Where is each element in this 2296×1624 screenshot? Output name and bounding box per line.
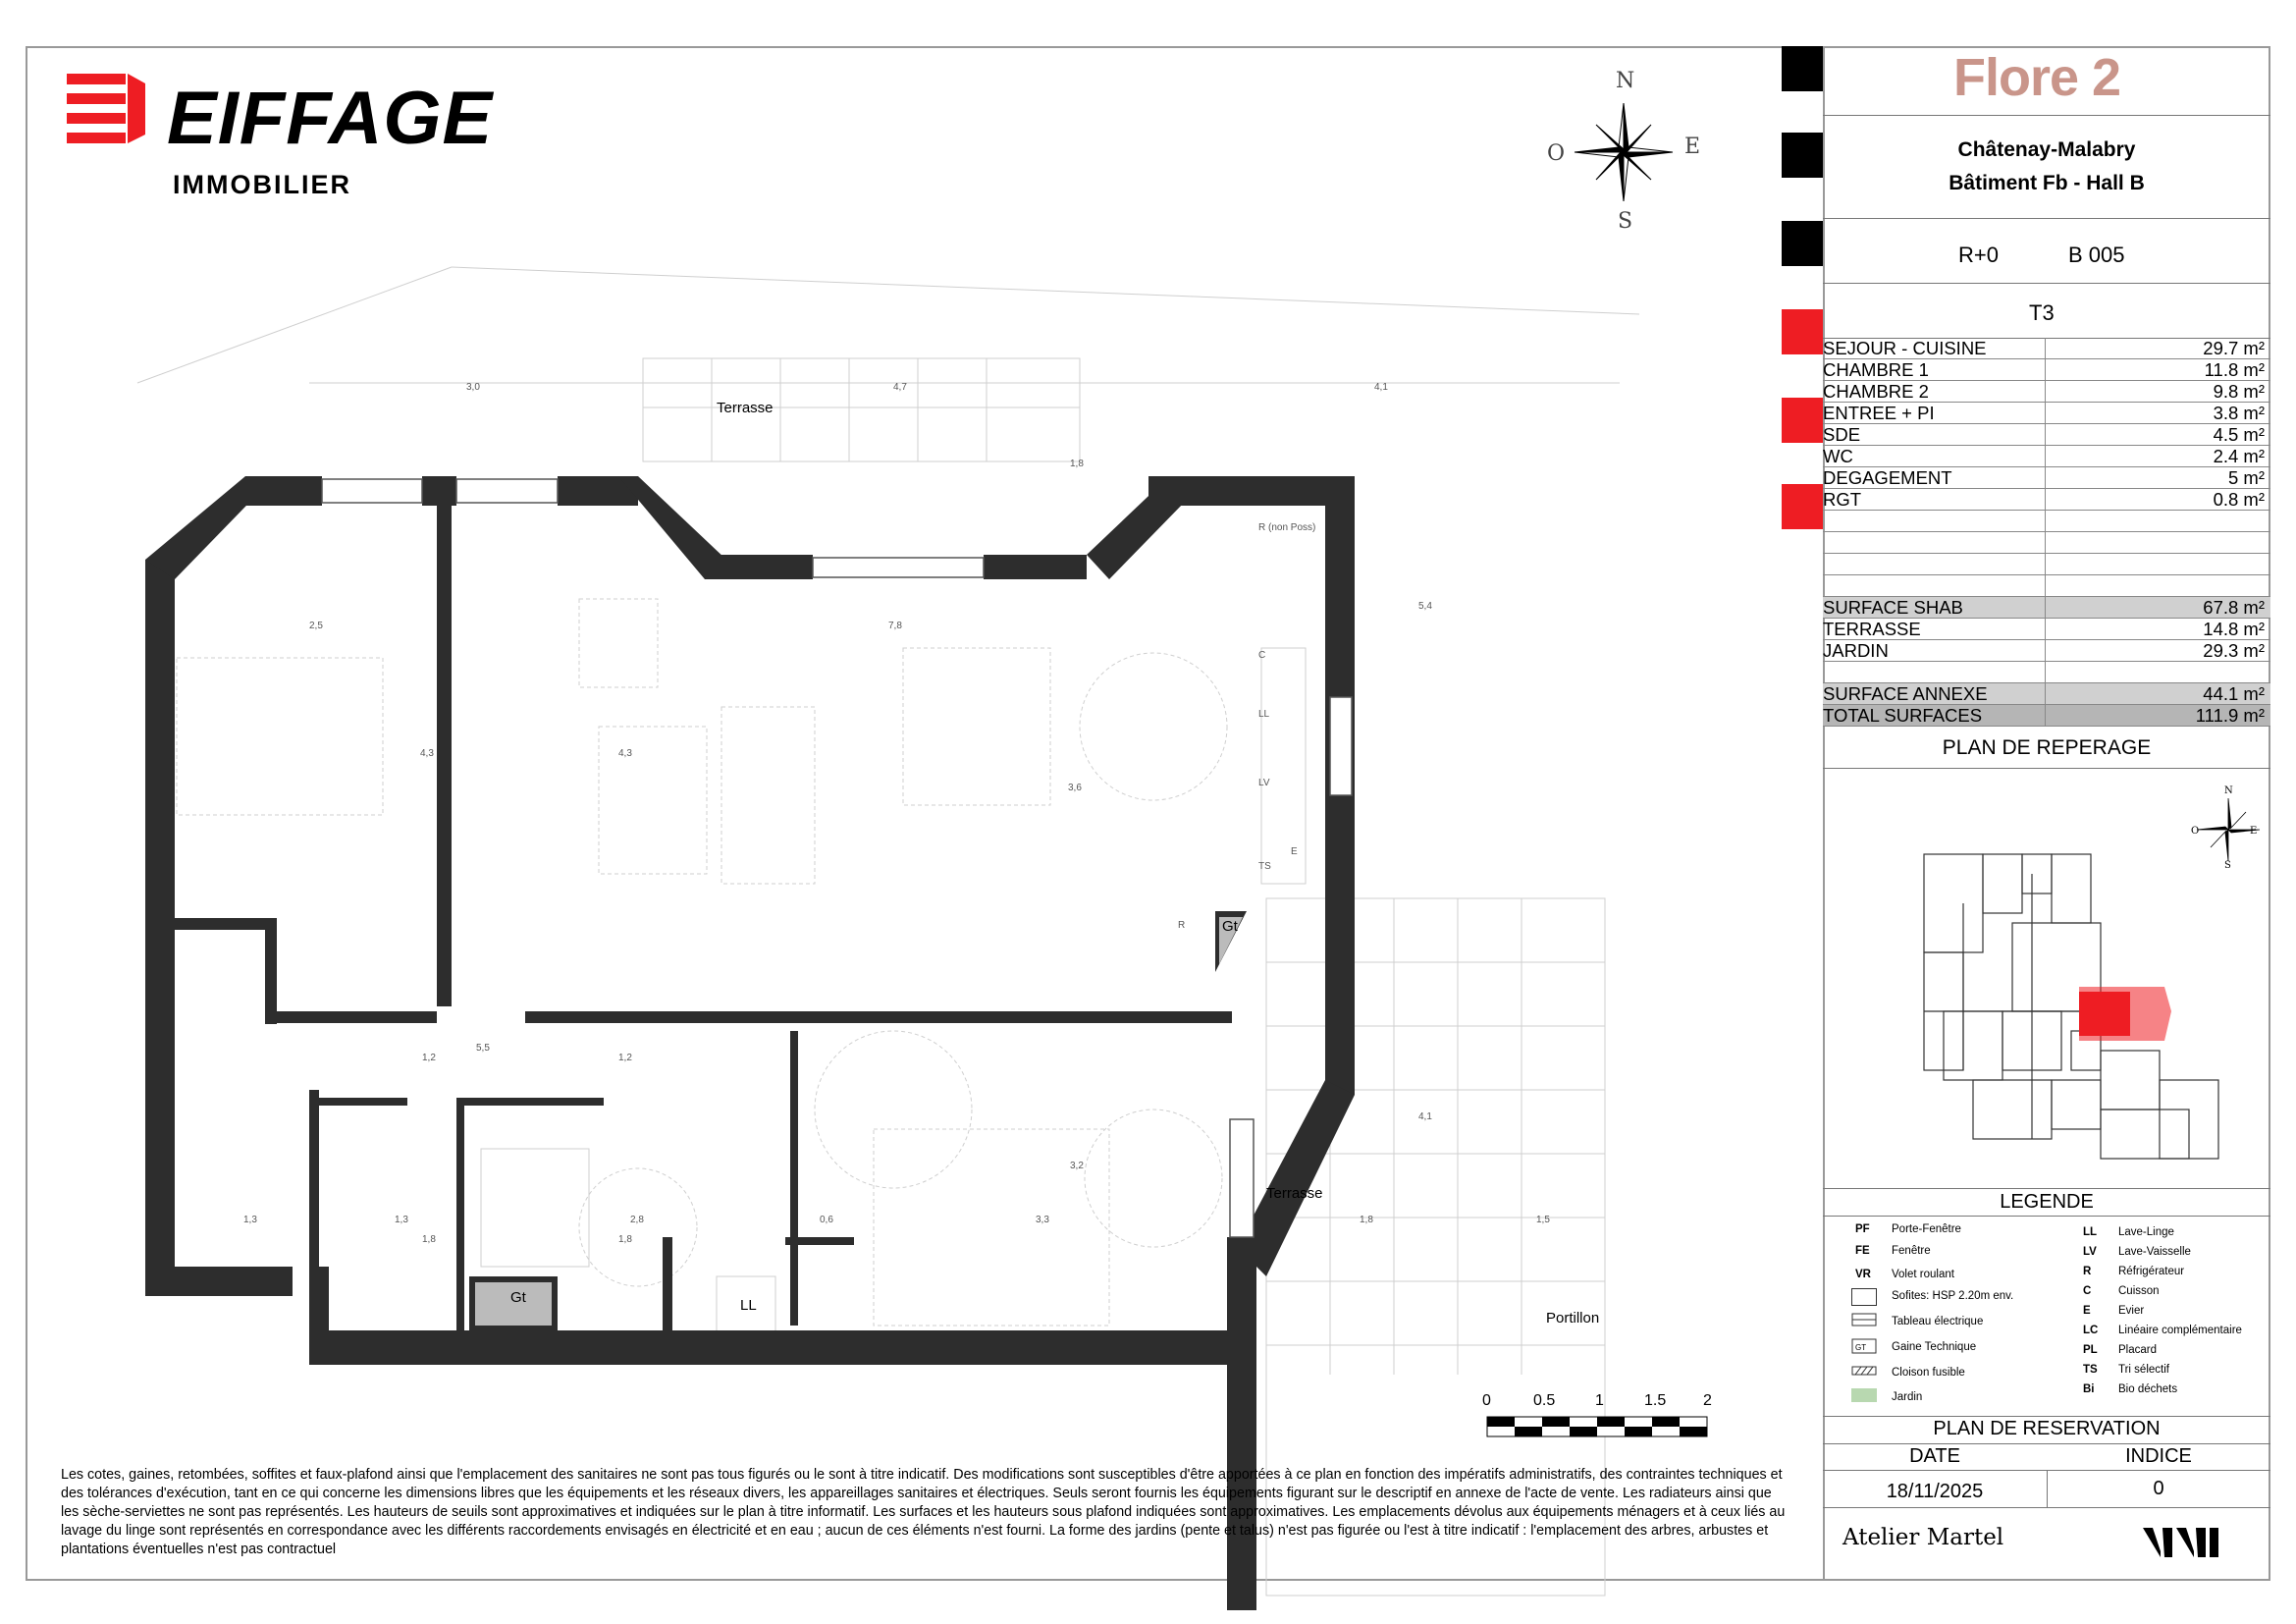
room-row: SDE 4.5 m² — [1823, 424, 2270, 446]
dim-14: 4,1 — [1418, 1111, 1432, 1122]
tab-marker-red — [1782, 398, 1823, 443]
legend-code: VR — [1855, 1269, 1871, 1280]
compass-e: E — [1684, 135, 1701, 159]
gt-label-1: Gt — [1222, 918, 1238, 935]
legend-code: Bi — [2083, 1383, 2095, 1395]
equip-lv: LV — [1258, 778, 1270, 788]
dim-10: 3,6 — [1068, 783, 1082, 793]
dim-19: 0,6 — [820, 1215, 833, 1225]
divider — [1823, 115, 2270, 116]
legend-label: Lave-Vaisselle — [2118, 1246, 2191, 1258]
dim-12: 1,2 — [422, 1053, 436, 1063]
empty-row — [1823, 511, 2270, 532]
city: Châtenay-Malabry — [1957, 138, 2136, 161]
dim-13: 1,2 — [618, 1053, 632, 1063]
date-value: 18/11/2025 — [1886, 1481, 1984, 1502]
compass-o: O — [1547, 141, 1566, 166]
legend-label: Porte-Fenêtre — [1892, 1223, 1961, 1235]
dim-20: 3,3 — [1036, 1215, 1049, 1225]
compass-rose-icon — [1561, 79, 1679, 226]
dim-16: 1,3 — [243, 1215, 257, 1225]
legend-label: Tri sélectif — [2118, 1364, 2169, 1376]
tab-marker — [1782, 133, 1823, 178]
divider — [1823, 1216, 2270, 1217]
equip-ll: LL — [1258, 709, 1270, 720]
architect-logo-icon — [2143, 1526, 2221, 1559]
legend-label: Evier — [2118, 1305, 2145, 1317]
brand-sub: IMMOBILIER — [173, 170, 351, 199]
reservation-title: PLAN DE RESERVATION — [1933, 1418, 2161, 1439]
room-terrasse-top: Terrasse — [717, 400, 774, 416]
equip-c: C — [1258, 650, 1266, 661]
dim-7: 7,8 — [888, 621, 902, 631]
gt-label-2: Gt — [510, 1289, 526, 1306]
legend-label: Linéaire complémentaire — [2118, 1325, 2242, 1336]
dim-23: 1,8 — [422, 1234, 436, 1245]
divider — [1823, 1416, 2270, 1417]
tab-marker-red — [1782, 484, 1823, 529]
svg-text:O: O — [2191, 826, 2200, 837]
dim-22: 1,5 — [1536, 1215, 1550, 1225]
scale-label-1: 1 — [1595, 1392, 1604, 1409]
scale-label-2: 2 — [1703, 1392, 1712, 1409]
apartment-type: T3 — [2029, 300, 2055, 325]
lot-number: B 005 — [2068, 243, 2125, 267]
legend-title: LEGENDE — [2000, 1191, 2094, 1213]
legend-code: PF — [1855, 1223, 1870, 1235]
equip-e: E — [1291, 846, 1298, 857]
scale-label-15: 1.5 — [1644, 1392, 1667, 1409]
legend-label: Cloison fusible — [1892, 1367, 1965, 1379]
room-row: ENTREE + PI 3.8 m² — [1823, 403, 2270, 424]
compass-n: N — [1616, 69, 1635, 93]
dim-24: 1,8 — [618, 1234, 632, 1245]
legend-label: Jardin — [1892, 1391, 1923, 1403]
scale-label-05: 0.5 — [1533, 1392, 1556, 1409]
dim-11: 5,5 — [476, 1043, 490, 1054]
empty-row — [1823, 554, 2270, 575]
scale-label-0: 0 — [1482, 1392, 1491, 1409]
legend-code: PL — [2083, 1344, 2098, 1356]
dim-18: 2,8 — [630, 1215, 644, 1225]
tab-marker — [1782, 221, 1823, 266]
legend-label: Fenêtre — [1892, 1245, 1931, 1257]
jardin-swatch-icon — [1851, 1388, 1877, 1402]
dim-6: 2,5 — [309, 621, 323, 631]
indice-label: INDICE — [2125, 1445, 2192, 1467]
legend-label: Tableau électrique — [1892, 1316, 1984, 1327]
svg-text:S: S — [2224, 860, 2231, 871]
svg-text:E: E — [2250, 826, 2258, 837]
equip-r-top: R (non Poss) — [1258, 522, 1316, 533]
legend-label: Placard — [2118, 1344, 2157, 1356]
eiffage-logo-icon — [67, 74, 145, 152]
architect-name: Atelier Martel — [1842, 1525, 2004, 1550]
legend-code: LL — [2083, 1226, 2098, 1238]
disclaimer-notes: Les cotes, gaines, retombées, soffites et faux-plafond ainsi que l'emplacement des sanitaires ne sont pas tous figurés ou le sont à titre indicatif. Des modifications sont susceptibles d'être apportées à ce plan en fonction des impératifs administratifs, des contraintes techniques et des tolérances d'exécution, tant en ce qui concerne les dimensions libres que les équipements et les réseaux divers, les appareillages sanitaires et électriques. Seuls seront fournis les équipements figurant sur le descriptif en annexe de l'acte de vente. Les radiateurs ainsi que les sèche-serviettes ne sont pas représentés. Les hauteurs de seuils sont approximatives et indiquées sur le plan à titre informatif. Les surfaces et les hauteurs sous plafond indiquées sont approximatives. Les emplacements dévolus aux équipements ménagers et à ceux liés au lavage du linge sont représentés en correspondance avec les différents raccordements envisagés en électricité et en eau ; aucun de ces éléments n'est fourni. La forme des jardins (pente et talus) n'est pas figurée ou l'est à titre indicatif : l'emplacement des arbres, arbustes et plantations éventuelles n'est pas contractuel — [61, 1467, 1786, 1557]
dim-4: 1,8 — [1070, 459, 1084, 469]
svg-text:N: N — [2224, 785, 2233, 796]
divider — [1823, 1443, 2270, 1444]
room-row: WC 2.4 m² — [1823, 446, 2270, 467]
legend-code: TS — [2083, 1364, 2098, 1376]
cloison-fusible-icon — [1851, 1365, 1879, 1379]
dim-21: 1,8 — [1360, 1215, 1373, 1225]
legend-label: Lave-Linge — [2118, 1226, 2174, 1238]
soffite-icon — [1851, 1288, 1877, 1306]
divider — [1823, 1188, 2270, 1189]
room-ll: LL — [740, 1297, 757, 1314]
surface-annexe-row: SURFACE ANNEXE 44.1 m² — [1823, 683, 2270, 705]
legend-label: Sofites: HSP 2.20m env. — [1892, 1290, 2014, 1302]
room-row: RGT 0.8 m² — [1823, 489, 2270, 511]
tab-marker — [1782, 46, 1823, 91]
svg-text:GT: GT — [1855, 1343, 1867, 1352]
legend-code: LC — [2083, 1325, 2099, 1336]
legend-label: Cuisson — [2118, 1285, 2160, 1297]
dim-8: 4,3 — [420, 748, 434, 759]
divider — [1823, 768, 2270, 769]
building: Bâtiment Fb - Hall B — [1949, 172, 2145, 194]
total-row: TOTAL SURFACES 111.9 m² — [1823, 705, 2270, 727]
level: R+0 — [1958, 243, 1999, 267]
room-portillon: Portillon — [1546, 1310, 1600, 1326]
dim-15: 3,2 — [1070, 1161, 1084, 1171]
electric-panel-icon — [1851, 1312, 1879, 1329]
legend-label: Réfrigérateur — [2118, 1266, 2185, 1277]
legend-label: Gaine Technique — [1892, 1341, 1977, 1353]
divider — [1823, 283, 2270, 284]
room-row: SEJOUR - CUISINE 29.7 m² — [1823, 338, 2270, 359]
floor-plan — [137, 255, 1600, 1375]
empty-row — [1823, 575, 2270, 597]
site-plan-map — [1904, 785, 2258, 1188]
project-logo: Flore 2 — [1953, 48, 2121, 107]
divider — [1823, 1507, 2270, 1508]
terrasse-row: TERRASSE 14.8 m² — [1823, 619, 2270, 640]
dim-1: 3,0 — [466, 382, 480, 393]
dim-17: 1,3 — [395, 1215, 408, 1225]
room-row: DEGAGEMENT 5 m² — [1823, 467, 2270, 489]
room-row: CHAMBRE 1 11.8 m² — [1823, 359, 2270, 381]
tab-marker-red — [1782, 309, 1823, 354]
dim-5: 5,4 — [1418, 601, 1432, 612]
legend-code: R — [2083, 1266, 2092, 1277]
empty-row — [1823, 532, 2270, 554]
equip-r: R — [1178, 920, 1186, 931]
compass-s: S — [1618, 209, 1633, 234]
room-row: CHAMBRE 2 9.8 m² — [1823, 381, 2270, 403]
legend-code: FE — [1855, 1245, 1870, 1257]
equip-ts: TS — [1258, 861, 1271, 872]
jardin-row: JARDIN 29.3 m² — [1823, 640, 2270, 662]
empty-row — [1823, 662, 2270, 683]
legend-code: LV — [2083, 1246, 2097, 1258]
scale-bar — [1487, 1417, 1708, 1438]
legend-label: Volet roulant — [1892, 1269, 1954, 1280]
reperage-title: PLAN DE REPERAGE — [1942, 736, 2152, 759]
gaine-technique-icon — [1851, 1337, 1879, 1355]
surface-shab-row: SURFACE SHAB 67.8 m² — [1823, 597, 2270, 619]
indice-value: 0 — [2153, 1478, 2164, 1499]
dim-3: 4,1 — [1374, 382, 1388, 393]
date-label: DATE — [1909, 1445, 1960, 1467]
room-terrasse-right: Terrasse — [1266, 1185, 1323, 1202]
legend-code: C — [2083, 1285, 2092, 1297]
dim-2: 4,7 — [893, 382, 907, 393]
brand-name: EIFFAGE — [167, 77, 494, 160]
legend-label: Bio déchets — [2118, 1383, 2178, 1395]
legend-code: E — [2083, 1305, 2091, 1317]
divider — [1823, 218, 2270, 219]
dim-9: 4,3 — [618, 748, 632, 759]
